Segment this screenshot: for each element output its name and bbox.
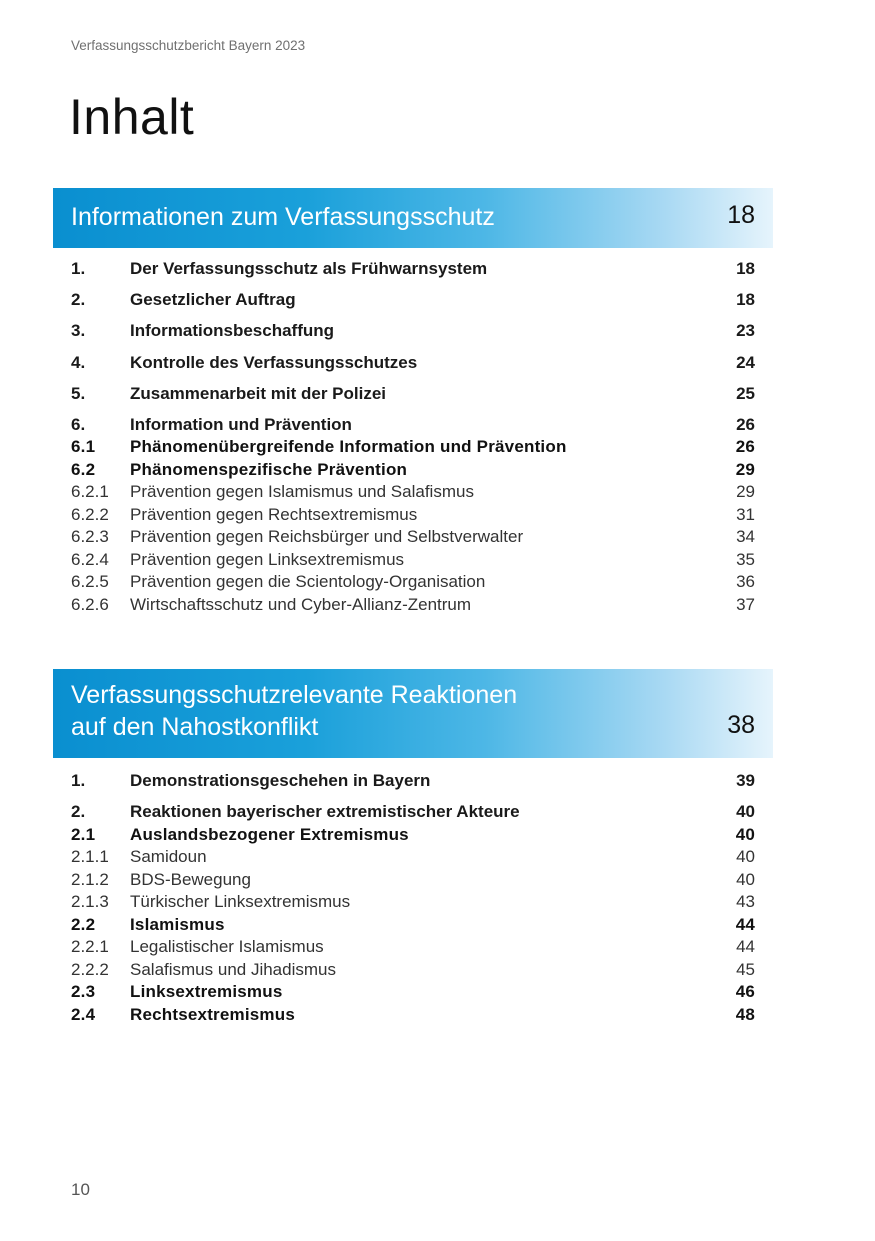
section-title-1 <box>71 201 495 233</box>
section-header-1 <box>53 188 773 248</box>
toc-entry-number: 6.2 <box>71 459 96 479</box>
toc-entry[interactable] <box>71 320 755 343</box>
toc-entry-page: 18 <box>736 290 755 310</box>
section-page-2: 38 <box>727 711 755 739</box>
toc-list-2 <box>71 770 755 1026</box>
toc-entry-title: Linksextremismus <box>130 982 283 1002</box>
toc-entry-page: 26 <box>736 414 755 434</box>
toc-entry[interactable] <box>71 504 755 527</box>
toc-entry-number: 6.2.6 <box>71 594 109 614</box>
section-header-2 <box>53 669 773 758</box>
toc-list-1 <box>71 258 755 616</box>
toc-entry-title: Zusammenarbeit mit der Polizei <box>130 383 387 403</box>
toc-entry-title: Wirtschaftsschutz und Cyber-Allianz-Zentrum <box>130 594 472 614</box>
toc-entry-title: Kontrolle des Verfassungsschutzes <box>130 352 418 372</box>
toc-entry-page: 43 <box>736 892 755 912</box>
toc-entry-page: 29 <box>736 482 755 502</box>
toc-entry-title: Phänomenspezifische Prävention <box>130 459 408 479</box>
toc-entry[interactable] <box>71 526 755 549</box>
toc-entry[interactable] <box>71 914 755 937</box>
toc-entry-page: 40 <box>736 847 755 867</box>
toc-entry-title: Prävention gegen Reichsbürger und Selbstverwalter <box>130 527 524 547</box>
toc-entry-number: 2.1.2 <box>71 869 109 889</box>
toc-entry-title: Auslandsbezogener Extremismus <box>130 824 409 844</box>
section-title-2 <box>71 679 517 743</box>
toc-entry[interactable] <box>71 846 755 869</box>
toc-entry-number: 6.2.1 <box>71 482 109 502</box>
toc-entry-number: 1. <box>71 259 86 278</box>
toc-entry[interactable] <box>71 959 755 982</box>
toc-entry[interactable] <box>71 801 755 824</box>
toc-entry[interactable] <box>71 481 755 504</box>
toc-entry[interactable] <box>71 383 755 406</box>
toc-entry-number: 2. <box>71 802 86 822</box>
toc-entry-number: 3. <box>71 321 86 341</box>
toc-entry-page: 36 <box>736 572 755 592</box>
toc-entry[interactable] <box>71 770 755 793</box>
toc-entry-number: 2.1 <box>71 824 96 844</box>
toc-entry-page: 29 <box>735 459 755 479</box>
toc-entry-title: Prävention gegen Rechtsextremismus <box>130 504 418 524</box>
toc-entry[interactable] <box>71 869 755 892</box>
toc-entry-title: Reaktionen bayerischer extremistischer Akteure <box>130 802 520 822</box>
toc-entry-title: Salafismus und Jihadismus <box>130 959 336 979</box>
toc-entry-title: Der Verfassungsschutz als Frühwarnsystem <box>130 259 488 278</box>
toc-entry[interactable] <box>71 352 755 375</box>
page-title: Inhalt <box>69 89 195 145</box>
toc-entry-page: 44 <box>735 914 755 934</box>
toc-entry-number: 4. <box>71 352 86 372</box>
toc-entry-page: 46 <box>735 982 755 1002</box>
toc-entry-page: 45 <box>736 959 755 979</box>
page-number: 10 <box>71 1180 90 1199</box>
toc-entry-page: 40 <box>735 824 755 844</box>
toc-entry[interactable] <box>71 1004 755 1027</box>
running-header: Verfassungsschutzbericht Bayern 2023 <box>71 38 306 53</box>
toc-entry[interactable] <box>71 936 755 959</box>
section-title-line: auf den Nahostkonflikt <box>71 713 319 741</box>
toc-entry-number: 1. <box>71 771 86 790</box>
toc-entry-number: 6.2.5 <box>71 572 109 592</box>
toc-entry-title: Phänomenübergreifende Information und Prävention <box>130 437 567 457</box>
toc-entry-title: Prävention gegen die Scientology-Organisation <box>130 572 486 592</box>
toc-entry-number: 6.2.3 <box>71 527 109 547</box>
toc-entry-title: Information und Prävention <box>130 414 352 434</box>
toc-entry-number: 5. <box>71 383 86 403</box>
toc-entry-title: Prävention gegen Islamismus und Salafismus <box>130 482 474 502</box>
toc-entry-title: Türkischer Linksextremismus <box>130 892 351 912</box>
toc-entry[interactable] <box>71 891 755 914</box>
toc-entry-number: 2.2.2 <box>71 959 109 979</box>
toc-entry-number: 6.1 <box>71 437 96 457</box>
toc-entry-page: 34 <box>736 527 755 547</box>
toc-entry-title: Gesetzlicher Auftrag <box>130 290 296 310</box>
toc-entry-number: 6.2.2 <box>71 504 109 524</box>
toc-entry[interactable] <box>71 258 755 281</box>
toc-entry-page: 18 <box>736 259 755 278</box>
section-page-1: 18 <box>727 201 755 229</box>
toc-entry-page: 37 <box>736 594 755 614</box>
toc-entry[interactable] <box>71 289 755 312</box>
toc-entry[interactable] <box>71 414 755 437</box>
toc-entry-title: Informationsbeschaffung <box>130 321 335 341</box>
toc-entry-title: Legalistischer Islamismus <box>130 937 324 957</box>
toc-entry-page: 40 <box>736 802 755 822</box>
toc-entry-number: 2.1.3 <box>71 892 109 912</box>
toc-entry[interactable] <box>71 981 755 1004</box>
toc-entry-title: Prävention gegen Linksextremismus <box>130 549 405 569</box>
toc-entry-page: 24 <box>736 352 755 372</box>
toc-entry-number: 2.2.1 <box>71 937 109 957</box>
toc-entry[interactable] <box>71 549 755 572</box>
toc-entry-page: 40 <box>736 869 755 889</box>
toc-entry-number: 2.2 <box>71 914 96 934</box>
section-title-line: Verfassungsschutzrelevante Reaktionen <box>71 681 518 709</box>
section-title-line: Informationen zum Verfassungsschutz <box>71 203 495 231</box>
toc-entry-number: 6.2.4 <box>71 549 109 569</box>
toc-entry[interactable] <box>71 436 755 459</box>
toc-entry[interactable] <box>71 459 755 482</box>
toc-entry-page: 48 <box>735 1004 755 1024</box>
toc-entry[interactable] <box>71 594 755 617</box>
toc-entry-title: BDS-Bewegung <box>130 869 251 889</box>
toc-entry-title: Samidoun <box>130 847 207 867</box>
toc-entry-page: 25 <box>736 383 755 403</box>
toc-entry-number: 2.3 <box>71 982 96 1002</box>
toc-entry-page: 26 <box>735 437 755 457</box>
toc-entry-page: 35 <box>736 549 755 569</box>
toc-entry-number: 2.4 <box>71 1004 96 1024</box>
toc-entry[interactable] <box>71 824 755 847</box>
toc-entry-title: Islamismus <box>130 914 225 934</box>
toc-entry-number: 2.1.1 <box>71 847 109 867</box>
toc-entry-number: 2. <box>71 290 86 310</box>
toc-entry-page: 23 <box>736 321 755 341</box>
toc-entry-page: 44 <box>736 937 755 957</box>
toc-entry-page: 31 <box>736 504 755 524</box>
toc-entry[interactable] <box>71 571 755 594</box>
toc-entry-title: Demonstrationsgeschehen in Bayern <box>130 771 431 790</box>
toc-entry-page: 39 <box>736 771 755 790</box>
toc-entry-title: Rechtsextremismus <box>130 1004 295 1024</box>
toc-entry-number: 6. <box>71 414 86 434</box>
